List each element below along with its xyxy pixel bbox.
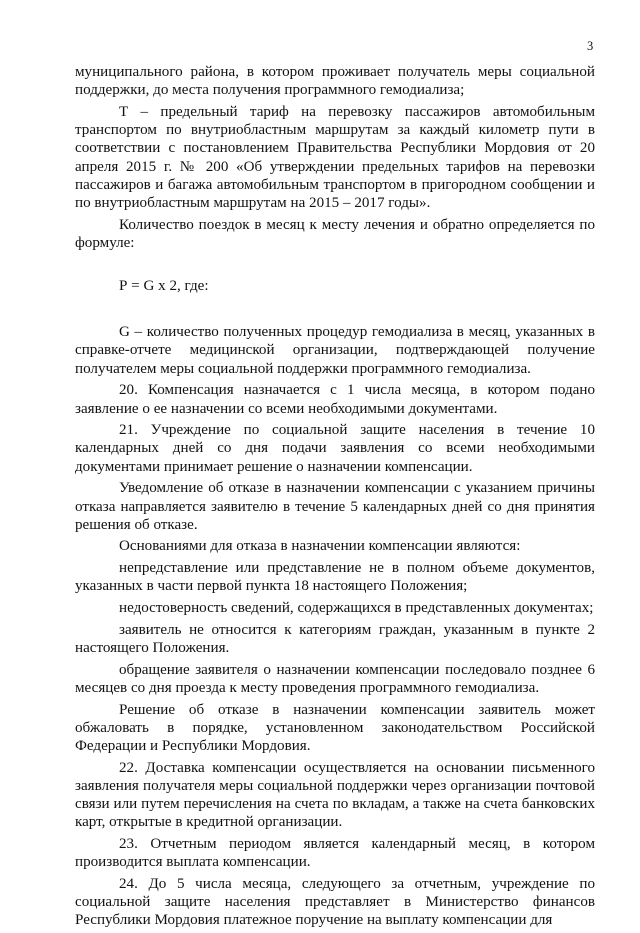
paragraph-refusal-ground-3: заявитель не относится к категориям граждан, указанным в пункте 2 настоящего Положения. (75, 621, 595, 656)
paragraph-refusal-ground-2: недостоверность сведений, содержащихся в представленных документах; (119, 600, 594, 617)
paragraph-continuation: муниципального района, в котором проживает получатель меры социальной поддержки, до места получения программного гемодиализа; (75, 64, 595, 99)
paragraph-item-24: 24. До 5 числа месяца, следующего за отчетным, учреждение по социальной защите населения представляет в Министерство финансов Республики Мордовия платежное поручение на выплату компенсации для (75, 875, 595, 929)
paragraph-item-20: 20. Компенсация назначается с 1 числа месяца, в котором подано заявление о ее назначении со всеми необходимыми документами. (75, 382, 595, 417)
page-number: 3 (587, 39, 594, 53)
paragraph-refusal-ground-1: непредставление или представление не в полном объеме документов, указанных в части первой пункта 18 настоящего Положения; (75, 560, 595, 595)
paragraph-trips-count: Количество поездок в месяц к месту лечения и обратно определяется по формуле: (75, 216, 595, 251)
paragraph-appeal: Решение об отказе в назначении компенсации заявитель может обжаловать в порядке, установленном законодательством Российской Федерации и Республики Мордовия. (75, 701, 595, 754)
document-body (75, 63, 595, 933)
formula: Р = G х 2, где: (119, 278, 209, 295)
paragraph-item-22: 22. Доставка компенсации осуществляется на основании письменного заявления получателя меры социальной поддержки через организации почтовой связи или путем перечисления на счета по вкладам, а также на счета банковских карт, открытые в кредитной организации. (75, 759, 595, 831)
paragraph-refusal-grounds-intro: Основаниями для отказа в назначении компенсации являются: (119, 538, 521, 555)
paragraph-g-definition: G – количество полученных процедур гемодиализа в месяц, указанных в справке-отчете медицинской организации, подтверждающей получение получателем меры социальной поддержки программного гемодиализа. (75, 324, 595, 377)
paragraph-refusal-notice: Уведомление об отказе в назначении компенсации с указанием причины отказа направляется заявителю в течение 5 календарных дней со дня принятия решения об отказе. (75, 480, 595, 533)
paragraph-item-21: 21. Учреждение по социальной защите населения в течение 10 календарных дней со дня подачи заявления со всеми необходимыми документами принимает решение о назначении компенсации. (75, 422, 595, 475)
paragraph-item-23: 23. Отчетным периодом является календарный месяц, в котором производится выплата компенсации. (75, 836, 595, 871)
paragraph-tariff-definition: Т – предельный тариф на перевозку пассажиров автомобильным транспортом по внутриобластным маршрутам за каждый километр пути в соответствии с постановлением Правительства Республики Мордовия от 20 апреля 2015 г. № 200 «Об утверждении предельных тарифов на перевозки пассажиров и багажа автомобильным транспортом в пригородном сообщении и по внутриобластным маршрутам на 2015 – 2017 годы». (75, 103, 595, 211)
paragraph-refusal-ground-4: обращение заявителя о назначении компенсации последовало позднее 6 месяцев со дня проезда к месту проведения программного гемодиализа. (75, 661, 595, 696)
